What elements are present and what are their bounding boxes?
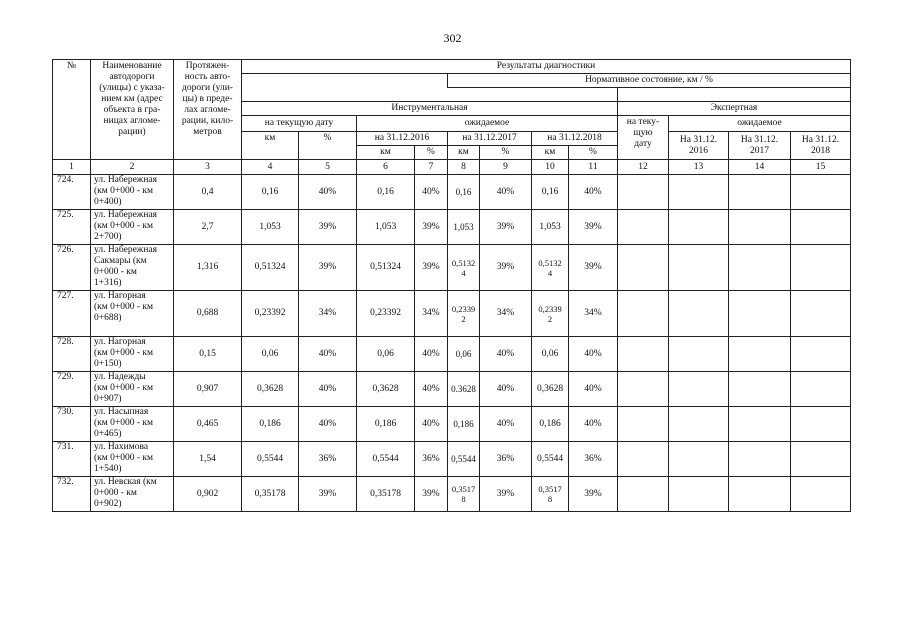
km-2017: 0,186 [448, 407, 480, 442]
table-row [53, 477, 851, 512]
km-2018: 0,2339 2 [532, 291, 569, 337]
expert-cell [729, 291, 791, 337]
pct-2018: 39% [569, 245, 618, 291]
header-current-date: на текущую дату [242, 116, 357, 132]
current-pct: 39% [299, 245, 357, 291]
km-2018: 0,186 [532, 407, 569, 442]
header-expert-current: на теку- щую дату [618, 116, 669, 160]
expert-cell [669, 291, 729, 337]
km-2017: 0,16 [448, 175, 480, 210]
expert-cell [791, 291, 851, 337]
km-2017: 0,5132 4 [448, 245, 480, 291]
header-col-no: № [53, 60, 91, 160]
table-row [53, 442, 851, 477]
header-km: км [357, 146, 415, 160]
road-name: ул. Набережная (км 0+000 - км 2+700) [91, 210, 174, 245]
column-number: 4 [242, 160, 299, 175]
km-2016: 0,06 [357, 337, 415, 372]
expert-cell [618, 337, 669, 372]
expert-cell [618, 245, 669, 291]
current-pct: 39% [299, 477, 357, 512]
km-2016: 0,186 [357, 407, 415, 442]
row-number: 724. [53, 175, 91, 210]
km-2018: 0,3517 8 [532, 477, 569, 512]
header-normative: Нормативное состояние, км / % [448, 74, 851, 88]
pct-2016: 40% [415, 337, 448, 372]
table-row [53, 210, 851, 245]
header-pct: % [569, 146, 618, 160]
expert-cell [669, 175, 729, 210]
expert-cell [618, 442, 669, 477]
road-name: ул. Набережная Сакмары (км 0+000 - км 1+316) [91, 245, 174, 291]
road-name: ул. Невская (км 0+000 - км 0+902) [91, 477, 174, 512]
pct-2018: 40% [569, 175, 618, 210]
column-number: 11 [569, 160, 618, 175]
header-km: км [242, 132, 299, 160]
pct-2017: 39% [480, 245, 532, 291]
current-pct: 39% [299, 210, 357, 245]
pct-2017: 40% [480, 175, 532, 210]
km-2016: 0,23392 [357, 291, 415, 337]
header-pct: % [415, 146, 448, 160]
pct-2016: 40% [415, 175, 448, 210]
header-exp-2016: На 31.12. 2016 [669, 132, 729, 160]
km-2017: 0,5544 [448, 442, 480, 477]
header-pct: % [299, 132, 357, 160]
road-length: 0,902 [174, 477, 242, 512]
expert-cell [618, 210, 669, 245]
expert-cell [791, 245, 851, 291]
expert-cell [669, 210, 729, 245]
pct-2017: 39% [480, 210, 532, 245]
header-exp-2017: На 31.12. 2017 [729, 132, 791, 160]
expert-cell [791, 372, 851, 407]
column-number: 10 [532, 160, 569, 175]
pct-2017: 34% [480, 291, 532, 337]
km-2016: 1,053 [357, 210, 415, 245]
expert-cell [791, 175, 851, 210]
current-km: 0,06 [242, 337, 299, 372]
road-name: ул. Надежды (км 0+000 - км 0+907) [91, 372, 174, 407]
expert-cell [729, 372, 791, 407]
column-number: 13 [669, 160, 729, 175]
expert-cell [729, 175, 791, 210]
km-2016: 0,16 [357, 175, 415, 210]
pct-2017: 36% [480, 442, 532, 477]
pct-2016: 40% [415, 407, 448, 442]
row-number: 731. [53, 442, 91, 477]
expert-cell [669, 407, 729, 442]
current-pct: 40% [299, 372, 357, 407]
road-length: 2,7 [174, 210, 242, 245]
column-number: 15 [791, 160, 851, 175]
expert-cell [729, 442, 791, 477]
diagnostics-table [52, 59, 851, 512]
expert-cell [669, 245, 729, 291]
pct-2017: 39% [480, 477, 532, 512]
header-col-name: Наименование автодороги (улицы) с указа- нием км (адрес объекта в гра- ницах агломе- рации) [91, 60, 174, 160]
km-2018: 0,3628 [532, 372, 569, 407]
row-number: 728. [53, 337, 91, 372]
column-number: 6 [357, 160, 415, 175]
road-length: 0,15 [174, 337, 242, 372]
expert-cell [618, 372, 669, 407]
pct-2016: 39% [415, 477, 448, 512]
pct-2017: 40% [480, 337, 532, 372]
km-2018: 0,06 [532, 337, 569, 372]
pct-2016: 39% [415, 210, 448, 245]
column-number: 7 [415, 160, 448, 175]
pct-2018: 40% [569, 337, 618, 372]
column-number: 2 [91, 160, 174, 175]
table-row [53, 337, 851, 372]
header-expert-expected: ожидаемое [669, 116, 851, 132]
expert-cell [729, 210, 791, 245]
road-name: ул. Нагорная (км 0+000 - км 0+688) [91, 291, 174, 337]
row-number: 730. [53, 407, 91, 442]
pct-2016: 39% [415, 245, 448, 291]
table-row [53, 245, 851, 291]
current-pct: 34% [299, 291, 357, 337]
header-km: км [448, 146, 480, 160]
pct-2018: 40% [569, 407, 618, 442]
km-2018: 0,5132 4 [532, 245, 569, 291]
current-pct: 40% [299, 407, 357, 442]
expert-cell [791, 442, 851, 477]
header-results: Результаты диагностики [242, 60, 851, 74]
header-exp-2018: На 31.12. 2018 [791, 132, 851, 160]
pct-2018: 34% [569, 291, 618, 337]
km-2018: 1,053 [532, 210, 569, 245]
expert-cell [791, 407, 851, 442]
current-pct: 40% [299, 175, 357, 210]
header-date-2017: на 31.12.2017 [448, 132, 532, 146]
expert-cell [791, 210, 851, 245]
road-name: ул. Набережная (км 0+000 - км 0+400) [91, 175, 174, 210]
row-number: 732. [53, 477, 91, 512]
km-2017: 1,053 [448, 210, 480, 245]
expert-cell [669, 442, 729, 477]
expert-cell [618, 291, 669, 337]
current-km: 0,3628 [242, 372, 299, 407]
table-row [53, 175, 851, 210]
header-date-2018: на 31.12.2018 [532, 132, 618, 146]
current-km: 0,16 [242, 175, 299, 210]
pct-2017: 40% [480, 372, 532, 407]
current-km: 0,51324 [242, 245, 299, 291]
pct-2016: 40% [415, 372, 448, 407]
row-number: 729. [53, 372, 91, 407]
column-numbers-row [53, 160, 851, 175]
expert-cell [729, 407, 791, 442]
km-2017: 0,3517 8 [448, 477, 480, 512]
expert-cell [618, 407, 669, 442]
column-number: 9 [480, 160, 532, 175]
km-2016: 0,3628 [357, 372, 415, 407]
table-row [53, 407, 851, 442]
expert-cell [791, 477, 851, 512]
pct-2018: 40% [569, 372, 618, 407]
expert-cell [729, 477, 791, 512]
road-name: ул. Нагорная (км 0+000 - км 0+150) [91, 337, 174, 372]
road-name: ул. Нахимова (км 0+000 - км 1+540) [91, 442, 174, 477]
km-2018: 0,16 [532, 175, 569, 210]
expert-cell [669, 372, 729, 407]
road-length: 0,688 [174, 291, 242, 337]
km-2018: 0,5544 [532, 442, 569, 477]
current-pct: 40% [299, 337, 357, 372]
header-col-length: Протяжен- ность авто- дороги (ули- цы) в преде- лах агломе- рации, кило- метров [174, 60, 242, 160]
expert-cell [669, 337, 729, 372]
road-length: 0,4 [174, 175, 242, 210]
road-length: 0,907 [174, 372, 242, 407]
current-pct: 36% [299, 442, 357, 477]
expert-cell [729, 337, 791, 372]
road-length: 1,54 [174, 442, 242, 477]
current-km: 0,5544 [242, 442, 299, 477]
expert-cell [729, 245, 791, 291]
current-km: 1,053 [242, 210, 299, 245]
column-number: 12 [618, 160, 669, 175]
header-km: км [532, 146, 569, 160]
header-pct: % [480, 146, 532, 160]
expert-cell [618, 175, 669, 210]
pct-2018: 39% [569, 477, 618, 512]
header-date-2016: на 31.12.2016 [357, 132, 448, 146]
row-number: 726. [53, 245, 91, 291]
km-2016: 0,35178 [357, 477, 415, 512]
km-2017: 0,06 [448, 337, 480, 372]
header-instrumental: Инструментальная [242, 102, 618, 116]
expert-cell [791, 337, 851, 372]
km-2016: 0,5544 [357, 442, 415, 477]
road-length: 1,316 [174, 245, 242, 291]
header-expected: ожидаемое [357, 116, 618, 132]
expert-cell [618, 477, 669, 512]
pct-2016: 36% [415, 442, 448, 477]
header-expert: Экспертная [618, 102, 851, 116]
km-2016: 0,51324 [357, 245, 415, 291]
pct-2017: 40% [480, 407, 532, 442]
pct-2018: 36% [569, 442, 618, 477]
current-km: 0,35178 [242, 477, 299, 512]
column-number: 5 [299, 160, 357, 175]
road-length: 0,465 [174, 407, 242, 442]
pct-2018: 39% [569, 210, 618, 245]
page-number: 302 [443, 31, 462, 45]
current-km: 0,186 [242, 407, 299, 442]
column-number: 14 [729, 160, 791, 175]
expert-cell [669, 477, 729, 512]
pct-2016: 34% [415, 291, 448, 337]
column-number: 8 [448, 160, 480, 175]
row-number: 725. [53, 210, 91, 245]
road-name: ул. Насыпная (км 0+000 - км 0+465) [91, 407, 174, 442]
km-2017: 0.3628 [448, 372, 480, 407]
column-number: 1 [53, 160, 91, 175]
km-2017: 0,2339 2 [448, 291, 480, 337]
row-number: 727. [53, 291, 91, 337]
column-number: 3 [174, 160, 242, 175]
current-km: 0,23392 [242, 291, 299, 337]
table-row [53, 372, 851, 407]
table-row [53, 291, 851, 337]
